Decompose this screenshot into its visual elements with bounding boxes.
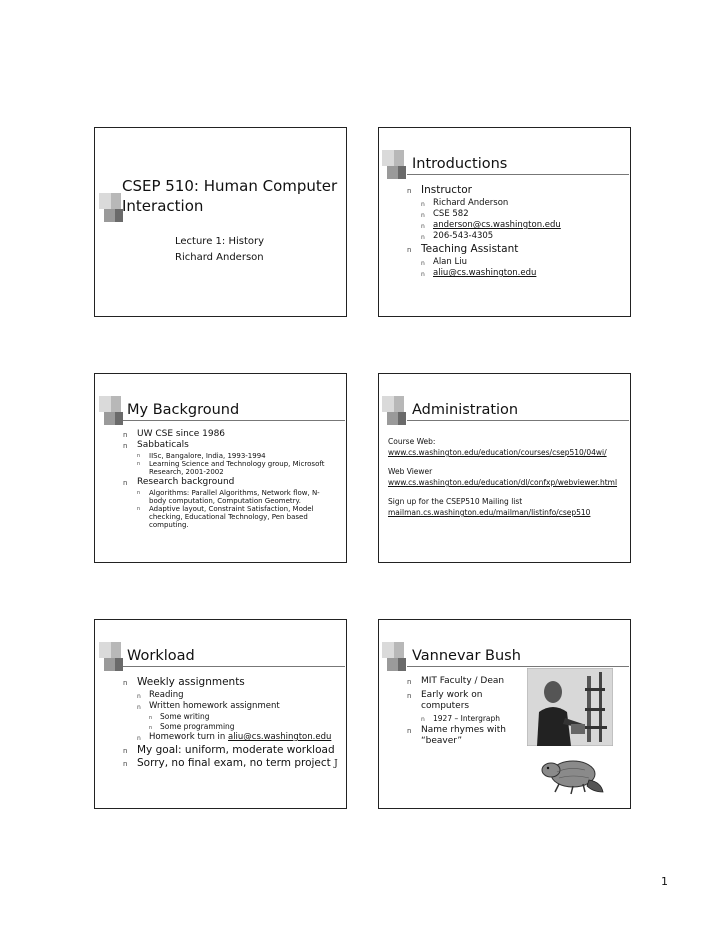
list-item	[421, 220, 561, 231]
title-underline	[407, 666, 629, 667]
email-link[interactable]: anderson@cs.washington.edu	[433, 220, 561, 230]
bush-photo	[527, 668, 613, 746]
list-item: n 206-543-4305	[421, 231, 561, 242]
slide-background	[94, 373, 347, 563]
list-item: n Written homework assignment n Some writing n Some programming	[137, 701, 343, 732]
slide-heading: Administration	[412, 402, 519, 418]
slide-heading: Workload	[127, 648, 195, 664]
title-underline	[123, 666, 345, 667]
list-item: n Weekly assignments n Reading n Written homework assignment n Some writing n Some programming n Homework turn in aliu@cs.washington.edu	[123, 676, 343, 743]
list-item: n Alan Liu	[421, 257, 561, 268]
list-item: n Richard Anderson	[421, 198, 561, 209]
list-item: n Sabbaticals n IISc, Bangalore, India, 1993-1994 n Learning Science and Technology group, Microsoft Research, 2001-2002	[123, 440, 335, 476]
workload-list	[123, 676, 343, 771]
list-item: n Instructor n Richard Anderson n CSE 582 n anderson@cs.washington.edu n 206-543-4305	[407, 184, 561, 242]
list-item: n Learning Science and Technology group, Microsoft Research, 2001-2002	[137, 460, 335, 476]
list-item: n Algorithms: Parallel Algorithms, Network flow, N-body computation, Computation Geometry.	[137, 489, 335, 505]
list-item: n MIT Faculty / Dean	[407, 676, 507, 687]
list-item: n UW CSE since 1986	[123, 429, 335, 440]
list-item: n CSE 582	[421, 209, 561, 220]
title-underline	[407, 174, 629, 175]
slide-workload	[94, 619, 347, 809]
list-item: n Research background n Algorithms: Parallel Algorithms, Network flow, N-body computation, Computation Geometry. n Adaptive layout, Constraint Satisfaction, Model checking, Educational Technology, Pen based computing.	[123, 477, 335, 529]
course-web-label: Course Web:	[388, 437, 436, 446]
list-item: n Early work on computers n 1927 – Intergraph	[407, 690, 507, 724]
list-item	[421, 268, 561, 279]
list-item: n Name rhymes with “beaver”	[407, 725, 507, 747]
list-item: n IISc, Bangalore, India, 1993-1994	[137, 452, 335, 460]
slide-heading: Vannevar Bush	[412, 648, 521, 664]
list-item: n Adaptive layout, Constraint Satisfaction, Model checking, Educational Technology, Pen based computing.	[137, 505, 335, 529]
list-item: n 1927 – Intergraph	[421, 713, 507, 724]
email-link[interactable]: aliu@cs.washington.edu	[227, 732, 332, 742]
list-item: n Reading	[137, 690, 343, 701]
web-viewer-link[interactable]: www.cs.washington.edu/education/dl/confxp/webviewer.html	[388, 478, 618, 487]
list-item: n Some writing	[149, 712, 343, 722]
smiley-icon: J	[334, 759, 338, 769]
slide-heading: Introductions	[412, 156, 508, 172]
slide-title	[94, 127, 347, 317]
beaver-icon	[539, 752, 605, 796]
page-number: 1	[661, 875, 668, 888]
web-viewer-label: Web Viewer	[388, 467, 433, 476]
background-list	[123, 429, 335, 530]
list-item: n Some programming	[149, 722, 343, 732]
slide-vannevar-bush	[378, 619, 631, 809]
email-link[interactable]: aliu@cs.washington.edu	[433, 268, 537, 278]
slide-heading: My Background	[127, 402, 240, 418]
list-item: n Sorry, no final exam, no term project J	[123, 757, 343, 771]
lecture-subtitle: Lecture 1: History	[175, 236, 265, 247]
mailing-list-link[interactable]: mailman.cs.washington.edu/mailman/listinfo/csep510	[388, 508, 591, 517]
admin-info	[388, 436, 617, 518]
list-item: n Teaching Assistant n Alan Liu n aliu@cs.washington.edu	[407, 243, 561, 279]
slide-introductions	[378, 127, 631, 317]
mailing-list-label: Sign up for the CSEP510 Mailing list	[388, 497, 523, 506]
course-web-link[interactable]: www.cs.washington.edu/education/courses/csep510/04wi/	[388, 448, 607, 457]
slide-title-heading: CSEP 510: Human Computer Interaction	[122, 177, 338, 215]
title-underline	[407, 420, 629, 421]
list-item: n My goal: uniform, moderate workload	[123, 744, 343, 757]
author-name: Richard Anderson	[175, 252, 264, 263]
slide-administration	[378, 373, 631, 563]
bush-list	[407, 676, 507, 747]
title-underline	[123, 420, 345, 421]
intro-list	[407, 184, 561, 280]
list-item: n Homework turn in aliu@cs.washington.edu	[137, 732, 343, 743]
